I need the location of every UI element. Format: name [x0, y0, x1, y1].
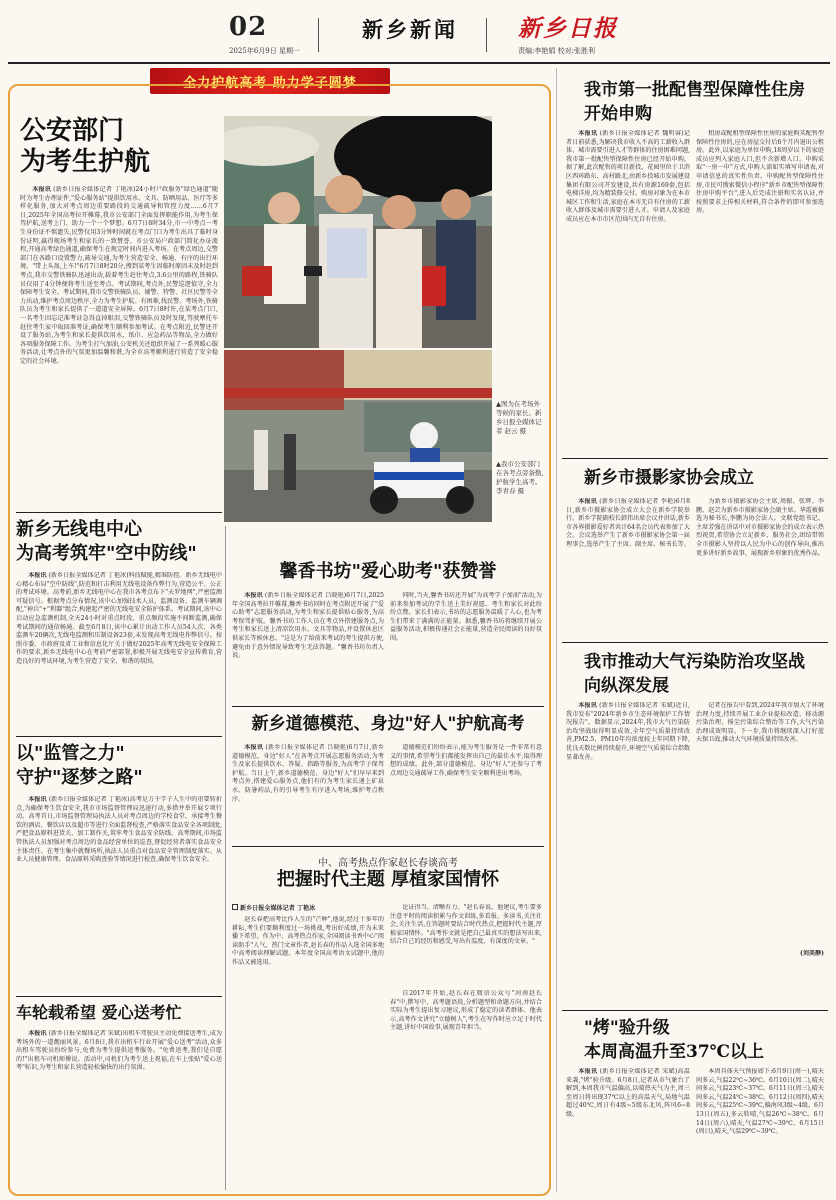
housing-byline: 本报讯 — [578, 130, 598, 137]
housing-body-right — [696, 130, 824, 452]
air-title-line2: 向纵深发展 — [584, 676, 669, 696]
writer-body-1 — [232, 916, 384, 1186]
radio-title-line2: 为高考筑牢"空中防线" — [16, 543, 197, 564]
writer-body-2 — [390, 904, 542, 988]
moral-text-left: (新乡日报全媒体记者 吕晓艳)6月7日,新乡道德模范、身边"好人"在各考点开展志愿服务活动,为考生及家长提供饮水、答疑、指路等服务,为高考学子保驾护航。当日上午,新乡道德模范、身边"好人"们早早来到考点外,搭建爱心服务点,他们有的为考生家长递上矿泉水、防暑药品,有的引导考生有序进入考场,维护考点秩序。 — [232, 744, 384, 803]
moral-title: 新乡道德模范、身边"好人"护航高考 — [251, 714, 525, 734]
heat-title-line1: "烤"验升级 — [584, 1018, 670, 1038]
date-line: 2025年6月9日 星期一 — [229, 47, 300, 55]
police-title-line1: 公安部门 — [20, 116, 125, 146]
air-byline: 本报讯 — [578, 702, 598, 709]
car-body — [16, 1030, 222, 1188]
books-text-left: (新乡日报全媒体记者 吕晓艳)6月7日,2025年全国高考拉开帷幕,馨香书坊同时在考点附近开展了"爱心助考"志愿服务活动,为考生和家长提供贴心服务,为高考保驾护航。馨香书坊工作人员在考点外搭建服务点,为考生和家长送上清凉饮用水、文具等物品,并设置休息区供家长等候休息。"这是为了给前来考试的考生提供方便,避免由于意外情况导致考生无法答题。"馨香书坊负责人说。 — [232, 592, 384, 660]
police-byline: 本报讯 — [32, 186, 51, 193]
books-body-right — [390, 592, 542, 698]
rule-police — [16, 512, 222, 513]
parents-crowd-image — [224, 116, 492, 348]
books-body-left — [232, 592, 384, 698]
writer-text-3: 自2017年开始,赵长春在微信公众号"河南赵长春"中,撰写中、高考题语段,分析题型和命题方向,并结合实际为考生提出复习建议,形成了稳定的读者群体。他表示,高考作文讲究"立德树人",考生在写作时应立足于时代主题,讲好中国故事,展现青年担当。 — [390, 990, 542, 1032]
writer-title: 把握时代主题 厚植家国情怀 — [276, 869, 500, 890]
heat-text-right: 本周具体天气预报如下:6月9日(周一),晴天间多云,气温22℃~36℃。6月10日(周二),晴天间多云,气温23℃~37℃。6月11日(周三),晴天间多云,气温24℃~38℃。6月12日(周四),晴天间多云,气温25℃~39℃,偏南风3级~4级。6月13日(周五),多云转晴,气温26℃~38℃。6月14日(周六),晴天,气温27℃~39℃。6月15日(周日),晴天,气温29℃~39℃。 — [696, 1068, 824, 1136]
housing-title — [584, 78, 805, 126]
rule-books — [232, 706, 544, 707]
masthead-divider-2 — [486, 18, 487, 52]
radio-title — [16, 518, 197, 566]
air-text-right: 记者在报告中看到,2024年我市加大了环境治理力度,持续开展工业企业提标改造、移动源污染治理、扬尘污染综合整治等工作,大气污染治理成效明显。下一步,我市将继续深入打好蓝天保卫战,推动大气环境质量持续改善。 — [696, 702, 824, 744]
moral-body-right — [390, 744, 542, 842]
photo1-caption: ▲图为在考场外等候的家长。新乡日报全媒体记者 赵云 摄 — [496, 400, 542, 435]
masthead — [0, 0, 836, 68]
books-text-right: 同时,当天,馨香书坊还开展"为高考学子加油"活动,为前来参加考试的学生送上美好祝愿。考生和家长对此纷纷点赞。家长们表示,书坊的志愿服务温暖了人心,也为考生们带来了满满的正能量。据悉,馨香书坊将继续开展公益服务活动,积极传递社会正能量,营造全民阅读的良好氛围。 — [390, 592, 542, 642]
slogan-text: 全力护航高考 助力学子圆梦 — [183, 76, 357, 91]
photo2-caption: ▲我市公安部门在各考点旁备勤,护航学生高考。 李青春 摄 — [496, 460, 544, 495]
heat-body-right — [696, 1068, 824, 1194]
writer-text-2: 论证得当、清晰有力。"赵长春说。他建议,考生要多注意平时的阅读积累与作文训练,多看报、多读书,关注社会,关注生活,在答题时要结合时代热点,把握时代主题,厚植家国情怀。"高考作文就是把自己最真实的想法写出来,结合自己的经历和感受,写出有温度、有深度的文章。" — [390, 904, 542, 946]
housing-title-line1: 我市第一批配售型保障性住房 — [584, 80, 805, 100]
books-byline: 本报讯 — [244, 592, 263, 599]
supervision-title-line1: 以"监管之力" — [16, 743, 125, 764]
moral-text-right: 道德模范们纷纷表示,能为考生服务是一件非常有意义的事情,希望考生们都能发挥出自己的最佳水平,取得理想的成绩。此外,部分道德模范、身边"好人"还参与了考点周边交通疏导工作,确保考生安全顺利进出考场。 — [390, 744, 542, 777]
rule-photo-assoc — [562, 642, 828, 643]
masthead-divider — [318, 18, 319, 52]
housing-text-right: 租房或配租型保障性住房的家庭购买配售型保障性住房的,应在房屋交付后6个月内退出公租房。此外,以家庭为单位申购,18周岁以下的家庭成员应列入家庭人口,但不含新增人口。申购采取"一房一申"方式,申购人需如实填写申请表,对申请信息的真实性负责。申购配售型保障性住房,市民可搜索微信小程序"新乡市配售型保障性住房申购平台",进入后完成注册和实名认证,并按照要求上传相关材料,符合条件的即可参加选房。 — [696, 130, 824, 215]
supervision-body — [16, 796, 222, 992]
housing-title-line2: 开始申购 — [584, 104, 652, 124]
air-title — [584, 650, 805, 698]
heat-title-line2: 本周高温升至37℃以上 — [584, 1042, 765, 1062]
heat-byline: 本报讯 — [578, 1068, 598, 1075]
air-title-line1: 我市推动大气污染防治攻坚战 — [584, 652, 805, 672]
col-divider-right — [556, 68, 557, 1192]
rule-moral — [232, 846, 544, 847]
police-body — [20, 186, 218, 508]
radio-text: (新乡日报全媒体记者 丁艳冰)科技赋能,精准防控。新乡无线电中心精心布局"空中防线",防范和打击利用无线电设备作弊行为,营造公平、公正的考试环境。高考前,新乡无线电中心在我市各考点布下"天罗地网",严密监测可疑信号。根据考点分布情况,该中心加强技术人员、监测设备、监测车辆调配,"神兵"+"利器"组合,构建起严密的无线电安全防护体系。考试期间,该中心启动应急监测机制,全天24小时对重点时段、重点频段实施不间断监测,确保考试期间的通信畅通。截至6月8日,该中心累计出动工作人员54人次、各类监测车20辆次,无线电监测和压制设备23套,未发现高考无线电作弊信号。按照市委、市政府及省工业和信息化厅关于做好2025年高考无线电安全保障工作的要求,新乡无线电中心在考前严密部署,积极开展无线电安全宣传教育,营造良好的考试环境,为考生营造了安全、和谐的氛围。 — [16, 572, 222, 665]
supervision-title — [16, 742, 143, 790]
supervision-text: (新乡日报全媒体记者 丁艳冰)高考是万千学子人生中的重要转折点,为确保考生饮食安全,我市市场监督管理局迅速行动,多措并举开展专项行动。高考首日,市场监督管理局执法人员对考点周边的学校食堂、承接考生餐饮的酒店、餐饮店以及超市等进行全面监督检查,严格落实食品安全各项制度,严把食品原料进货关、加工制作关,筑牢考生食品安全防线。高考期间,市场监管执法人员加强对考点周边的食品经营单位的巡查,督促经营者落实食品安全主体责任。在考生集中就餐场所,执法人员重点对食品安全管理制度落实、从业人员健康管理、食品原料采购查验等情况进行检查,确保考生饮食安全。 — [16, 796, 222, 864]
police-text: (新乡日报全媒体记者 丁艳冰)24小时户政服务"绿色通道"随时为考生办理证件,"爱心服务站"提供饮用水、文具、防晒用品、医疗等多样化服务,加大对考点周边重要路段的交通疏导和管控力度……6月7日,2025年全国高考拉开帷幕,我市公安部门全面发挥职能作用,为考生保驾护航,送考上门、助力一个一个梦想。6月7日8时34分,市一中考点一考生身份证不慎遗失,民警仅用3分钟时间就在考点门口为考生出具了临时身份证明,赢得现场考生和家长的一致赞誉。市公安局户政部门简化办证流程,开通高考绿色通道,确保考生在规定时间内进入考场。在考点周边,交警部门在各路口设置警力,疏导交通,为考生营造安全、畅通、有序的出行环境。"带上头盔,上车!"6月7日8时20分,搜到某考生因临时原因未及时赶到考点,我市交警铁骑队迅速出动,载着考生赶往考点,3.6公里的路程,铁骑队员仅用了4分钟便将考生送至考点。考试期间,考点外,民警巡逻值守,全力保障考生安全。考试期间,我市交警铁骑队员、辅警、特警、社区民警等全力出动,维护考点周边秩序,全力为考生护航。有困难,找民警。考场外,铁骑队员为考生和家长提供了一道道安全屏障。6月7日8时许,在某考点门口,一名考生因忘记准考证急得直掉眼泪,交警铁骑队员及时发现,驾驶摩托车赶往考生家中取回准考证,确保考生顺利参加考试。在考点附近,民警还开设了服务站,为考生和家长提供饮用水、纸巾、应急药品等物品,全力做好各项服务保障工作。为考生打气加油,公安机关还组织开展了一系列暖心服务活动,让考点外的气氛更加温馨和谐,为全市高考顺利进行营造了安全稳定的社会环境。 — [20, 186, 218, 365]
rule-radio — [16, 736, 222, 737]
air-body-right — [696, 702, 824, 946]
housing-body-left — [566, 130, 690, 452]
moral-body-left — [232, 744, 384, 842]
books-title: 馨香书坊"爱心助考"获赞誉 — [279, 561, 497, 582]
heat-title — [584, 1016, 764, 1064]
writer-byline: 新乡日报全媒体记者 丁艳冰 — [240, 905, 316, 912]
radio-title-line1: 新乡无线电中心 — [16, 519, 142, 540]
photo-assoc-text-right: 为新乡市摄影家协会主席,周振、张辉、李鹏、赵芸为新乡市摄影家协会副主席。华霞被推选为秘书长,李鹏为协会法人。文联党组书记、主席芳强在讲话中对市摄影家协会的成立表示热烈祝贺,希望协会立足新乡、服务社会,团结带领全市摄影人坚持以人民为中心的创作导向,推出更多讲好新乡故事、展现新乡形象的优秀作品。 — [696, 498, 824, 557]
car-byline: 本报讯 — [28, 1030, 47, 1037]
masthead-rule — [8, 62, 830, 64]
photo-police-escort — [224, 350, 492, 522]
page-number: 02 — [229, 12, 268, 42]
photo-assoc-body-left — [566, 498, 690, 640]
writer-byline-marker — [232, 904, 238, 910]
air-text-left: (新乡日报全媒体记者 宋斌)近日,我市发布"2024年新乡市生态环境保护工作情况报告"。数据显示,2024年,我市大气污染防治攻坚战取得明显成效,全年空气质量持续改善,PM2.5、PM10年均浓度较上年同期下降,优良天数比例持续提升,环境空气质量综合指数显著改善。 — [566, 702, 690, 761]
moral-byline: 本报讯 — [244, 744, 264, 751]
air-body-left — [566, 702, 690, 958]
writer-byline-box — [232, 904, 384, 914]
police-title — [20, 116, 150, 178]
writer-body-3 — [390, 990, 542, 1186]
police-title-line2: 为考生护航 — [20, 147, 151, 177]
radio-byline: 本报讯 — [28, 572, 47, 579]
rule-housing — [562, 458, 828, 459]
supervision-byline: 本报讯 — [28, 796, 47, 803]
writer-kicker: 中、高考热点作家赵长春谈高考 — [318, 858, 458, 869]
editors-line: 责编:李艳娟 校对:张胜利 — [518, 47, 595, 55]
car-title: 车轮载希望 爱心送考忙 — [16, 1003, 182, 1022]
heat-text-left: (新乡日报全媒体记者 宋斌)高温来袭,"烤"验升级。6月8日,记者从市气象台了解到,本周我市气温偏高,以晴热天气为主,周三至周日将出现37℃以上的高温天气,局地气温超过40℃,周日有4级~5级东北风,阵风6~8级。 — [566, 1068, 690, 1118]
rule-air — [562, 1010, 828, 1011]
rule-supervision — [16, 996, 222, 997]
radio-body — [16, 572, 222, 734]
car-text: (新乡日报全媒体记者 宋斌)出租车驾驶员主动免费接送考生,成为考场外的一道靓丽风景。6月8日,我市出租车行业开展"爱心送考"活动,众多出租车驾驶员纷纷参与,免费为考生提供送考服务。"免费送考,我们是自愿的!"出租车司机师傅说。活动中,司机们为考生送上祝福,在车上张贴"爱心送考"标识,为考生和家长营造轻松愉快的出行氛围。 — [16, 1030, 222, 1072]
photo-assoc-byline: 本报讯 — [578, 498, 598, 505]
col-divider-left — [225, 526, 226, 1190]
police-motorbike-image — [224, 350, 492, 522]
photo-assoc-title: 新乡市摄影家协会成立 — [584, 468, 754, 488]
air-signoff: (刘美静) — [799, 950, 824, 957]
photo-assoc-text-left: (新乡日报全媒体记者 李艳)6月8日,新乡市摄影家协会成立大会在新乡学院举行。新乡学院副校长韩伟出席会议并讲话,新乡市各界摄影爱好者共计64名会员代表参加了大会。会议选举产生了新乡市摄影家协会第一届理事会,选举产生了主席、副主席、秘书长等。 — [566, 498, 690, 548]
section-title: 新乡新闻 — [362, 17, 458, 42]
photo-assoc-body-right — [696, 498, 824, 640]
photo-parents-waiting — [224, 116, 492, 348]
paper-logo: 新乡日报 — [518, 15, 618, 42]
supervision-title-line2: 守护"逐梦之路" — [16, 767, 143, 788]
writer-text-1: 赵长春把高考比作人生的"芒种",他说,经过十多年的耕耘,考生们要顺利度过一场挑战,考出好成绩,开为未来播下希望。作为中、高考热点作家,全国阅读书香中心"阅读助手"人气、热门文章作者,赵长春的作品入选全国多地中高考阅读理解试题。本年度全国高考语文试题中,他的作品又被选用。 — [232, 916, 384, 966]
housing-text-left: (新乡日报全媒体记者 魏明睿)记者日前获悉,为解决我市收入不高的工薪收入群体、城市需要引进人才等群体的住房困难问题,我市第一批配售型保障性住房已经开始申购。据了解,此次配售的项目新投、花园里位于卫滨区西环路东、高村路北,由新乡投城市发展建设集团有限公司开发建设,共有房源169套,包括电梯洋房,均为精装修交付。购房对象为在本市城区工作和生活,家庭在本市无自有住房的工薪收入群体及城市需要引进人才。申请人及家庭成员应在本市市区范围内无自有住房。 — [566, 130, 690, 223]
heat-body-left — [566, 1068, 690, 1194]
